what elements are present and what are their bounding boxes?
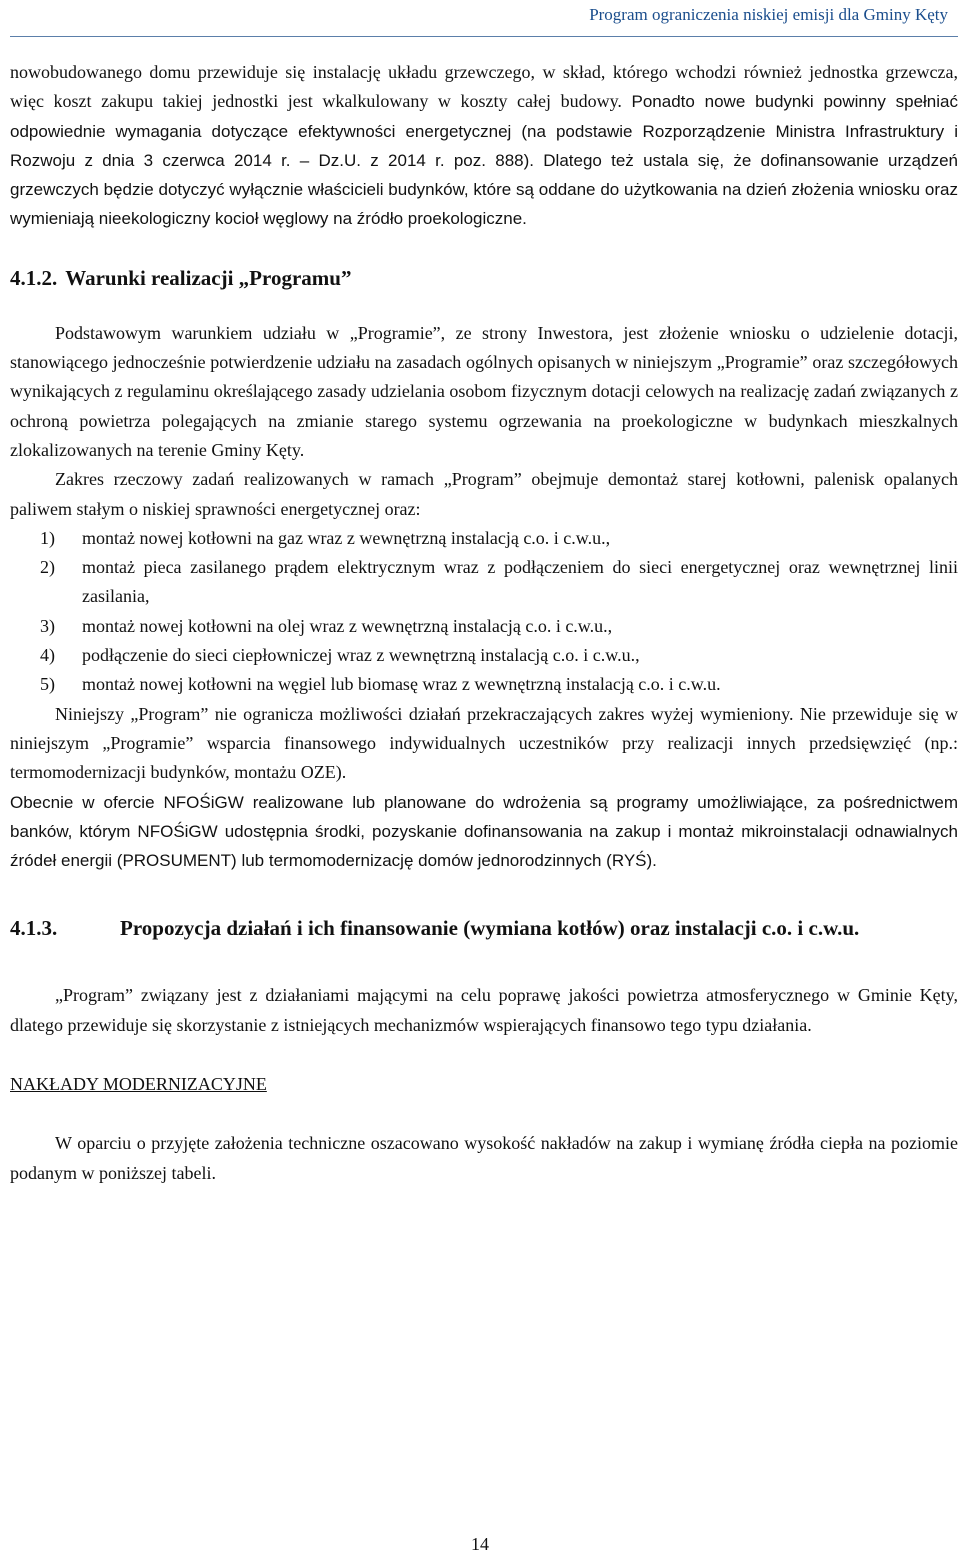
page-number: 14 <box>471 1534 489 1554</box>
section-heading-4-1-3 <box>10 913 958 943</box>
paragraph-scope: Zakres rzeczowy zadań realizowanych w ramach „Program” obejmuje demontaż starej kotłowni, palenisk opalanych paliwem stałym o niskiej sprawności energetycznej oraz: <box>10 469 958 519</box>
list-item <box>10 670 958 699</box>
list-item-number: 3) <box>40 615 55 636</box>
list-item <box>10 553 958 612</box>
intro-paragraph-part1: nowobudowanego domu przewiduje się instalację układu grzewczego, w skład, którego wchodzi również jednostka grzewcza, więc koszt zakupu takiej jednostki jest wkalkulowany w koszty całej budowy. <box>10 62 958 112</box>
section-title: Warunki realizacji „Programu” <box>65 265 352 290</box>
intro-paragraph <box>10 58 958 234</box>
list-item-number: 2) <box>40 557 55 578</box>
scope-list <box>10 524 958 700</box>
running-header: Program ograniczenia niskiej emisji dla Gminy Kęty <box>589 5 948 24</box>
section-heading-4-1-2 <box>10 263 958 293</box>
list-item-number: 4) <box>40 645 55 666</box>
list-item <box>10 612 958 641</box>
list-item <box>10 524 958 553</box>
paragraph-program-goal: „Program” związany jest z działaniami mającymi na celu poprawę jakości powietrza atmosferycznego w Gminie Kęty, dlatego przewiduje się skorzystanie z istniejących mechanizmów wspierających finansowo tego typu działania. <box>10 985 958 1035</box>
list-item-number: 1) <box>40 527 55 548</box>
list-item-text: montaż nowej kotłowni na węgiel lub biomasę wraz z wewnętrzną instalacją c.o. i c.w.u. <box>82 674 721 695</box>
section-title: Propozycja działań i ich finansowanie (wymiana kotłów) oraz instalacji c.o. i c.w.u. <box>120 916 860 941</box>
list-item-text: montaż nowej kotłowni na olej wraz z wewnętrzną instalacją c.o. i c.w.u., <box>82 615 613 636</box>
header-rule <box>10 36 958 37</box>
intro-paragraph-part2: Ponadto nowe budynki powinny spełniać odpowiednie wymagania dotyczące efektywności energetycznej (na podstawie Rozporządzenie Ministra Infrastruktury i Rozwoju z dnia 3 czerwca 2014 r. – Dz.U. z 2014 r. poz. 888). Dlatego też ustala się, że dofinansowanie urządzeń grzewczych będzie dotyczyć wyłącznie właścicieli budynków, które są oddane do użytkowania na dzień złożenia wniosku oraz wymieniają nieekologiczny kocioł węglowy na źródło proekologiczne. <box>10 92 958 229</box>
list-item-number: 5) <box>40 674 55 695</box>
naklady-heading: NAKŁADY MODERNIZACYJNE <box>10 1074 267 1095</box>
list-item <box>10 641 958 670</box>
list-item-text: montaż pieca zasilanego prądem elektrycznym wraz z podłączeniem do sieci energetycznej oraz wewnętrznej linii zasilania, <box>82 557 958 607</box>
section-number: 4.1.3. <box>10 916 58 941</box>
list-item-text: montaż nowej kotłowni na gaz wraz z wewnętrzną instalacją c.o. i c.w.u., <box>82 527 611 548</box>
section-number: 4.1.2. <box>10 265 58 290</box>
list-item-text: podłączenie do sieci ciepłowniczej wraz z wewnętrzną instalacją c.o. i c.w.u., <box>82 645 640 666</box>
paragraph-program-limits: Niniejszy „Program” nie ogranicza możliwości działań przekraczających zakres wyżej wymieniony. Nie przewiduje się w niniejszym „Programie” wsparcia finansowego indywidualnych uczestników przy realizacji innych przedsięwzięć (np.: termomodernizacji budynków, montażu OZE). <box>10 703 958 783</box>
page-content <box>10 58 958 1188</box>
paragraph-nfosigw: Obecnie w ofercie NFOŚiGW realizowane lub planowane do wdrożenia są programy umożliwiające, za pośrednictwem banków, którym NFOŚiGW udostępnia środki, pozyskanie dofinansowania na zakup i montaż mikroinstalacji odnawialnych źródeł energii (PROSUMENT) lub termomodernizację domów jednorodzinnych (RYŚ). <box>10 792 958 871</box>
paragraph-conditions: Podstawowym warunkiem udziału w „Programie”, ze strony Inwestora, jest złożenie wniosku o udzielenie dotacji, stanowiącego jednocześnie potwierdzenie udziału na zasadach ogólnych opisanych w niniejszym „Programie” oraz szczegółowych wynikających z regulaminu określającego zasady udzielania osobom fizycznym dotacji celowych na realizację zadań związanych z ochroną powietrza polegających na zmianie starego systemu ogrzewania na proekologiczne w budynkach mieszkalnych zlokalizowanych na terenie Gminy Kęty. <box>10 322 958 460</box>
paragraph-naklady: W oparciu o przyjęte założenia techniczne oszacowano wysokość nakładów na zakup i wymianę źródła ciepła na poziomie podanym w poniższej tabeli. <box>10 1133 958 1183</box>
